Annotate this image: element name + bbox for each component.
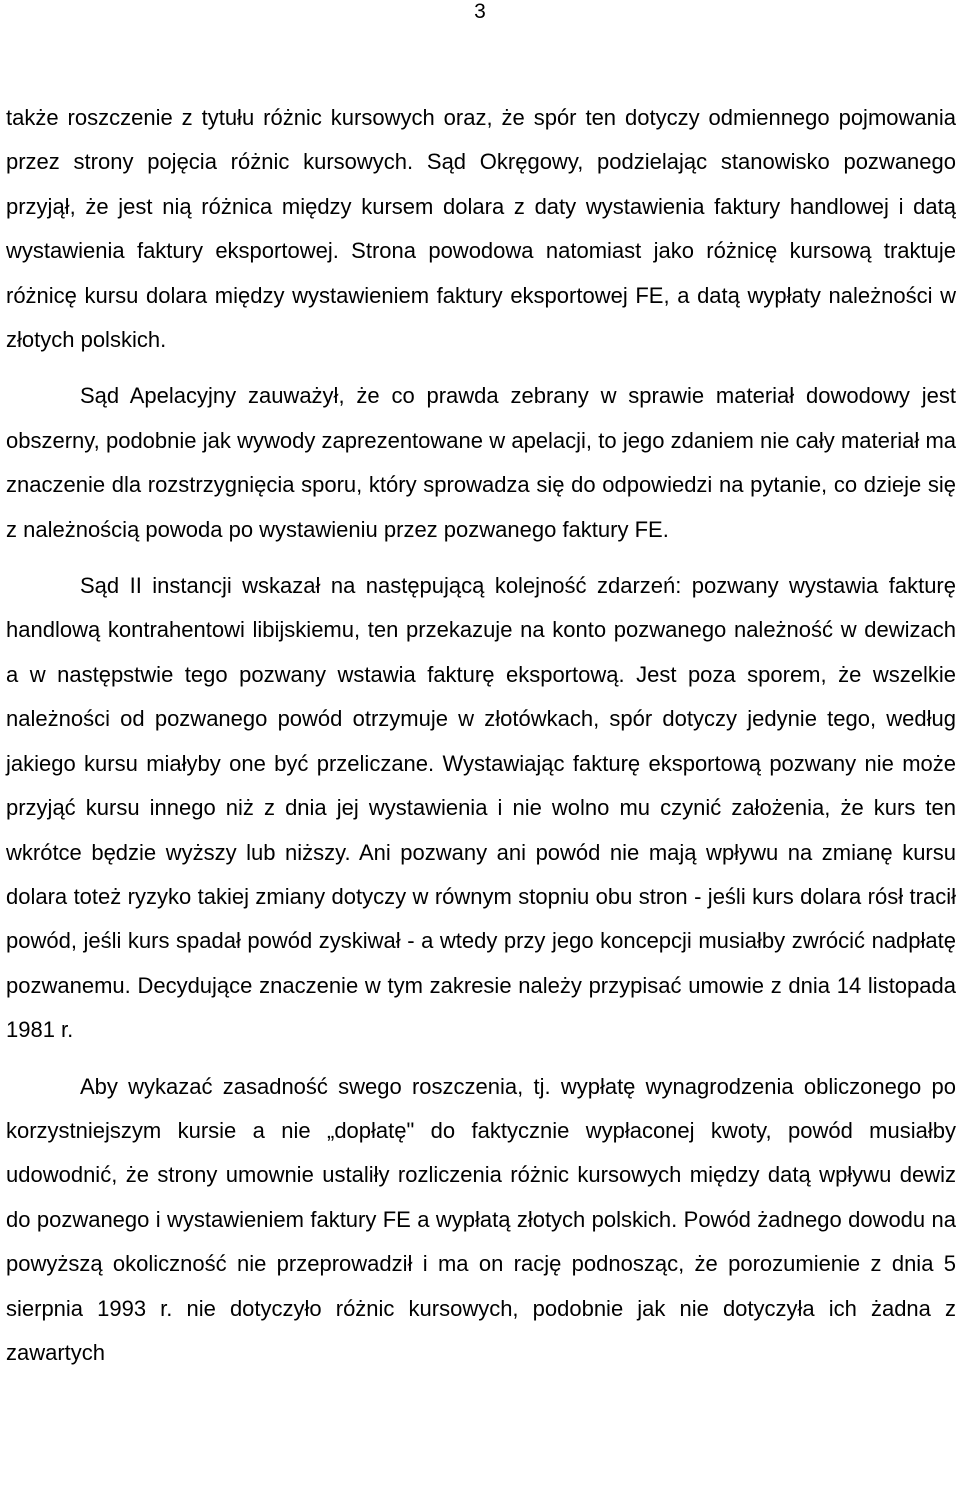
paragraph-burden-of-proof: Aby wykazać zasadność swego roszczenia, tj. wypłatę wynagrodzenia obliczonego po korzystniejszym kursie a nie „dopłatę" do faktycznie wypłaconej kwoty, powód musiałby udowodnić, że strony umownie ustaliły rozliczenia różnic kursowych między datą wpływu dewiz do pozwanego i wystawieniem faktury FE a wypłatą złotych polskich. Powód żadnego dowodu na powyższą okoliczność nie przeprowadził i ma on rację podnosząc, że porozumienie z dnia 5 sierpnia 1993 r. nie dotyczyło różnic kursowych, podobnie jak nie dotyczyła ich żadna z zawartych	[6, 1073, 956, 1365]
paragraph-sequence-of-events: Sąd II instancji wskazał na następującą kolejność zdarzeń: pozwany wystawia fakturę handlową kontrahentowi libijskiemu, ten przekazuje na konto pozwanego należność w dewizach a w następstwie tego pozwany wstawia fakturę eksportową. Jest poza sporem, że wszelkie należności od pozwanego powód otrzymuje w złotówkach, spór dotyczy jedynie tego, według jakiego kursu miałyby one być przeliczane. Wystawiając fakturę eksportową pozwany nie może przyjąć kursu innego niż z dnia jej wystawienia i nie wolno mu czynić założenia, że kurs ten wkrótce będzie wyższy lub niższy. Ani pozwany ani powód nie mają wpływu na zmianę kursu dolara toteż ryzyko takiej zmiany dotyczy w równym stopniu obu stron - jeśli kurs dolara rósł tracił powód, jeśli kurs spadał powód zyskiwał - a wtedy przy jego koncepcji musiałby zwrócić nadpłatę pozwanemu. Decydujące znaczenie w tym zakresie należy przypisać umowie z dnia 14 listopada 1981 r.	[6, 573, 956, 1043]
paragraph-continuation: także roszczenie z tytułu różnic kursowych oraz, że spór ten dotyczy odmiennego pojmowania przez strony pojęcia różnic kursowych. Sąd Okręgowy, podzielając stanowisko pozwanego przyjął, że jest nią różnica między kursem dolara z daty wystawienia faktury handlowej i datą wystawienia faktury eksportowej. Strona powodowa natomiast jako różnicę kursową traktuje różnicę kursu dolara między wystawieniem faktury eksportowej FE, a datą wypłaty należności w złotych polskich.	[6, 105, 956, 353]
page-number: 3	[474, 0, 486, 23]
paragraph-appeal-court-observation: Sąd Apelacyjny zauważył, że co prawda zebrany w sprawie materiał dowodowy jest obszerny, podobnie jak wywody zaprezentowane w apelacji, to jego zdaniem nie cały materiał ma znaczenie dla rozstrzygnięcia sporu, który sprowadza się do odpowiedzi na pytanie, co dzieje się z należnością powoda po wystawieniu przez pozwanego faktury FE.	[6, 383, 956, 542]
document-body	[6, 96, 956, 1375]
